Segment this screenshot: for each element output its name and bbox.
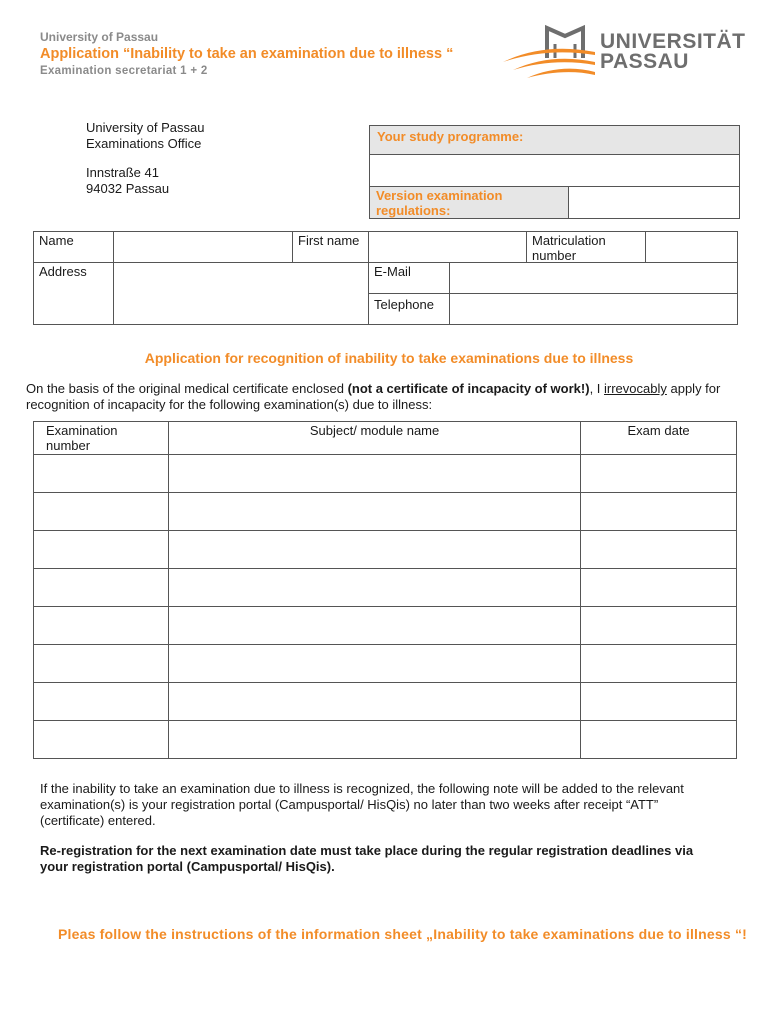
exam-date-cell[interactable]: [581, 531, 737, 569]
subject-cell[interactable]: [168, 455, 580, 493]
telephone-label: Telephone: [369, 294, 450, 325]
exam-number-cell[interactable]: [34, 531, 169, 569]
exam-number-cell[interactable]: [34, 455, 169, 493]
study-programme-box: [369, 125, 740, 219]
final-instruction: Pleas follow the instructions of the information sheet „Inability to take examinations due to illness “!: [58, 926, 748, 942]
intro-text: , I: [589, 381, 605, 396]
table-row: [34, 455, 737, 493]
table-row: [34, 645, 737, 683]
name-label: Name: [33, 231, 114, 263]
column-header-subject: Subject/ module name: [168, 422, 580, 455]
subject-cell[interactable]: [168, 721, 580, 759]
exam-date-cell[interactable]: [581, 645, 737, 683]
email-field[interactable]: [450, 263, 738, 294]
exam-date-cell[interactable]: [581, 493, 737, 531]
exam-date-cell[interactable]: [581, 721, 737, 759]
subject-cell[interactable]: [168, 531, 580, 569]
exam-number-cell[interactable]: [34, 645, 169, 683]
address-field[interactable]: [114, 263, 369, 325]
exam-number-cell[interactable]: [34, 569, 169, 607]
subject-cell[interactable]: [168, 569, 580, 607]
exam-date-cell[interactable]: [581, 683, 737, 721]
address-line: Innstraße 41: [86, 165, 159, 180]
logo-emblem-icon: [503, 20, 599, 82]
table-row: [34, 721, 737, 759]
intro-paragraph: [26, 381, 750, 413]
form-title: Application “Inability to take an examination due to illness “: [40, 46, 454, 62]
recognition-note: If the inability to take an examination due to illness is recognized, the following note will be added to the relevant examination(s) is your registration portal (Campusportal/ HisQis) no later than two weeks after receipt “ATT” (certificate) entered.: [40, 781, 684, 828]
exam-date-cell[interactable]: [581, 455, 737, 493]
logo-line-1: UNIVERSITÄT: [600, 30, 746, 53]
table-row: [34, 569, 737, 607]
exam-date-cell[interactable]: [581, 569, 737, 607]
version-regulations-label: Version examination regulations:: [370, 187, 569, 218]
subject-cell[interactable]: [168, 645, 580, 683]
table-row: [34, 683, 737, 721]
university-logo: [503, 20, 746, 82]
column-header-exam-date: Exam date: [581, 422, 737, 455]
telephone-field[interactable]: [450, 294, 738, 325]
address-line: Examinations Office: [86, 136, 202, 151]
table-row: [34, 607, 737, 645]
version-regulations-field[interactable]: [569, 187, 739, 218]
intro-text: apply for recognition of incapacity for the following examination(s) due to illness:: [26, 381, 721, 412]
address-line: 94032 Passau: [86, 181, 170, 196]
first-name-field[interactable]: [369, 231, 527, 263]
exam-number-cell[interactable]: [34, 683, 169, 721]
exam-table-header: [34, 422, 737, 455]
intro-bold-text: (not a certificate of incapacity of work!): [347, 381, 590, 396]
exam-number-cell[interactable]: [34, 721, 169, 759]
form-subtitle: Examination secretariat 1 + 2: [40, 65, 208, 77]
subject-cell[interactable]: [168, 493, 580, 531]
exam-date-cell[interactable]: [581, 607, 737, 645]
address-line: University of Passau: [86, 120, 205, 135]
exam-table: [33, 421, 737, 759]
table-row: [34, 531, 737, 569]
study-programme-label: Your study programme:: [370, 126, 739, 155]
intro-text: On the basis of the original medical certificate enclosed: [26, 381, 348, 396]
reregistration-note: Re-registration for the next examination date must take place during the regular registration deadlines via your registration portal (Campusportal/ HisQis).: [40, 843, 694, 874]
first-name-label: First name: [293, 231, 369, 263]
logo-line-2: PASSAU: [600, 50, 689, 73]
matriculation-label: Matriculation number: [527, 231, 646, 263]
header-university: University of Passau: [40, 30, 159, 44]
table-row: [34, 493, 737, 531]
name-field[interactable]: [114, 231, 293, 263]
office-address: [86, 120, 205, 197]
logo-wordmark: [600, 32, 746, 72]
subject-cell[interactable]: [168, 607, 580, 645]
intro-underlined-text: irrevocably: [604, 381, 667, 396]
matriculation-field[interactable]: [646, 231, 738, 263]
address-label: Address: [33, 263, 114, 325]
exam-number-cell[interactable]: [34, 493, 169, 531]
study-programme-field[interactable]: [370, 155, 739, 187]
exam-number-cell[interactable]: [34, 607, 169, 645]
subject-cell[interactable]: [168, 683, 580, 721]
email-label: E-Mail: [369, 263, 450, 294]
column-header-exam-number: Examination number: [34, 422, 169, 455]
section-title: Application for recognition of inability to take examinations due to illness: [144, 350, 634, 366]
